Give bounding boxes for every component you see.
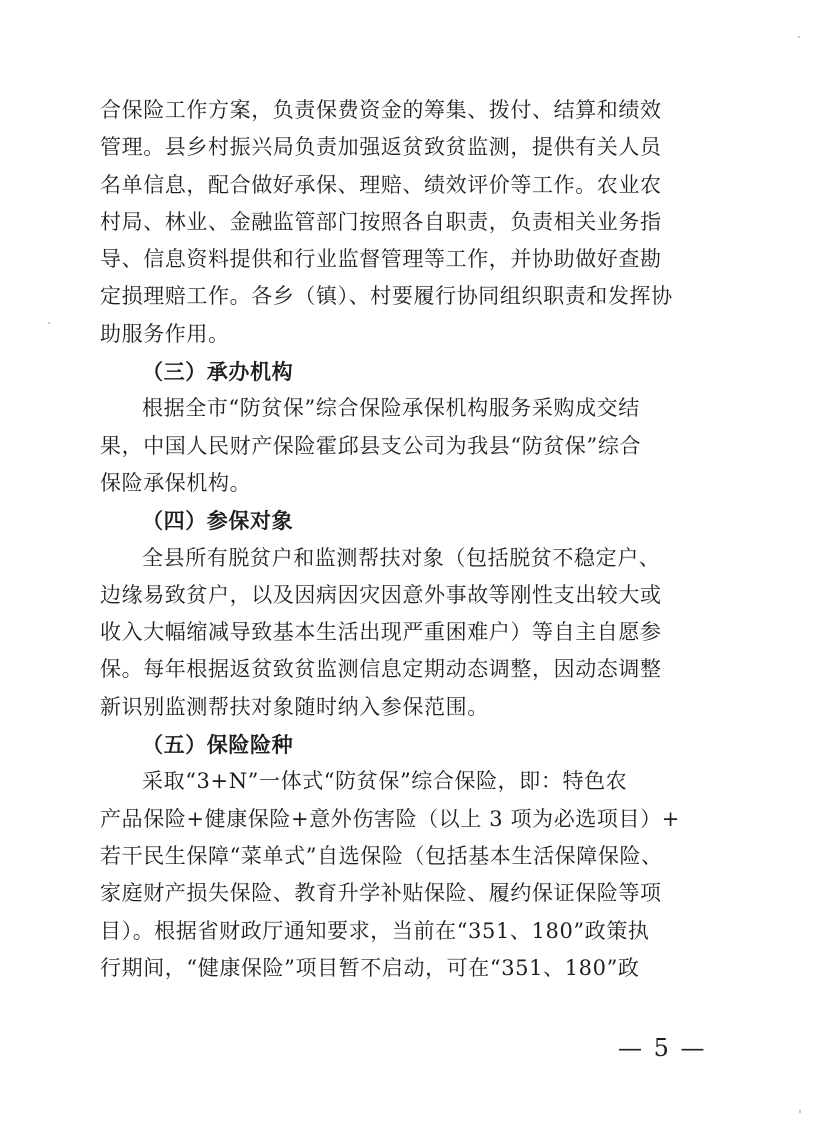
text-line: 边缘易致贫户，以及因病因灾因意外事故等刚性支出较大或 [100,582,662,607]
text-line: 采取“3+N”一体式“防贫保”综合保险，即：特色农 [142,769,628,794]
body-text [100,92,688,987]
text-line: 管理。县乡村振兴局负责加强返贫致贫监测，提供有关人员 [100,135,662,160]
text-line: 收入大幅缩减导致基本生活出现严重困难户）等自主自愿参 [100,620,662,645]
scan-mark [798,36,800,38]
text-line: 村局、林业、金融监管部门按照各自职责，负责相关业务指 [100,209,662,234]
text-line: 若干民生保障“菜单式”自选保险（包括基本生活保障保险、 [100,843,663,868]
section-heading: （三）承办机构 [142,359,294,385]
text-line: 目）。根据省财政厅通知要求，当前在“351、180”政策执 [100,918,650,943]
scan-mark [799,1110,801,1113]
text-line: 产品保险+健康保险+意外伤害险（以上 3 项为必选项目）+ [100,806,680,831]
text-line: 保险承保机构。 [100,470,252,495]
text-line: 家庭财产损失保险、教育升学补贴保险、履约保证保险等项 [100,881,662,906]
text-line: 全县所有脱贫户和监测帮扶对象（包括脱贫不稳定户、 [142,545,661,570]
scan-mark [48,322,50,324]
text-line: 新识别监测帮扶对象随时纳入参保范围。 [100,694,489,719]
text-line: 行期间，“健康保险”项目暂不启动，可在“351、180”政 [100,955,640,980]
text-line: 名单信息，配合做好承保、理赔、绩效评价等工作。农业农 [100,172,662,197]
page-number: — 5 — [618,1034,707,1062]
text-line: 保。每年根据返贫致贫监测信息定期动态调整，因动态调整 [100,657,662,682]
text-line: 合保险工作方案，负责保费资金的筹集、拨付、结算和绩效 [100,98,662,122]
text-line: 助服务作用。 [100,321,230,346]
text-line: 果，中国人民财产保险霍邱县支公司为我县“防贫保”综合 [100,433,642,458]
text-line: 导、信息资料提供和行业监督管理等工作，并协助做好查勘 [100,247,662,272]
section-heading: （四）参保对象 [142,508,294,534]
section-heading: （五）保险险种 [142,732,294,758]
text-line: 定损理赔工作。各乡（镇）、村要履行协同组织职责和发挥协 [100,284,673,309]
text-line: 根据全市“防贫保”综合保险承保机构服务采购成交结 [142,396,640,421]
